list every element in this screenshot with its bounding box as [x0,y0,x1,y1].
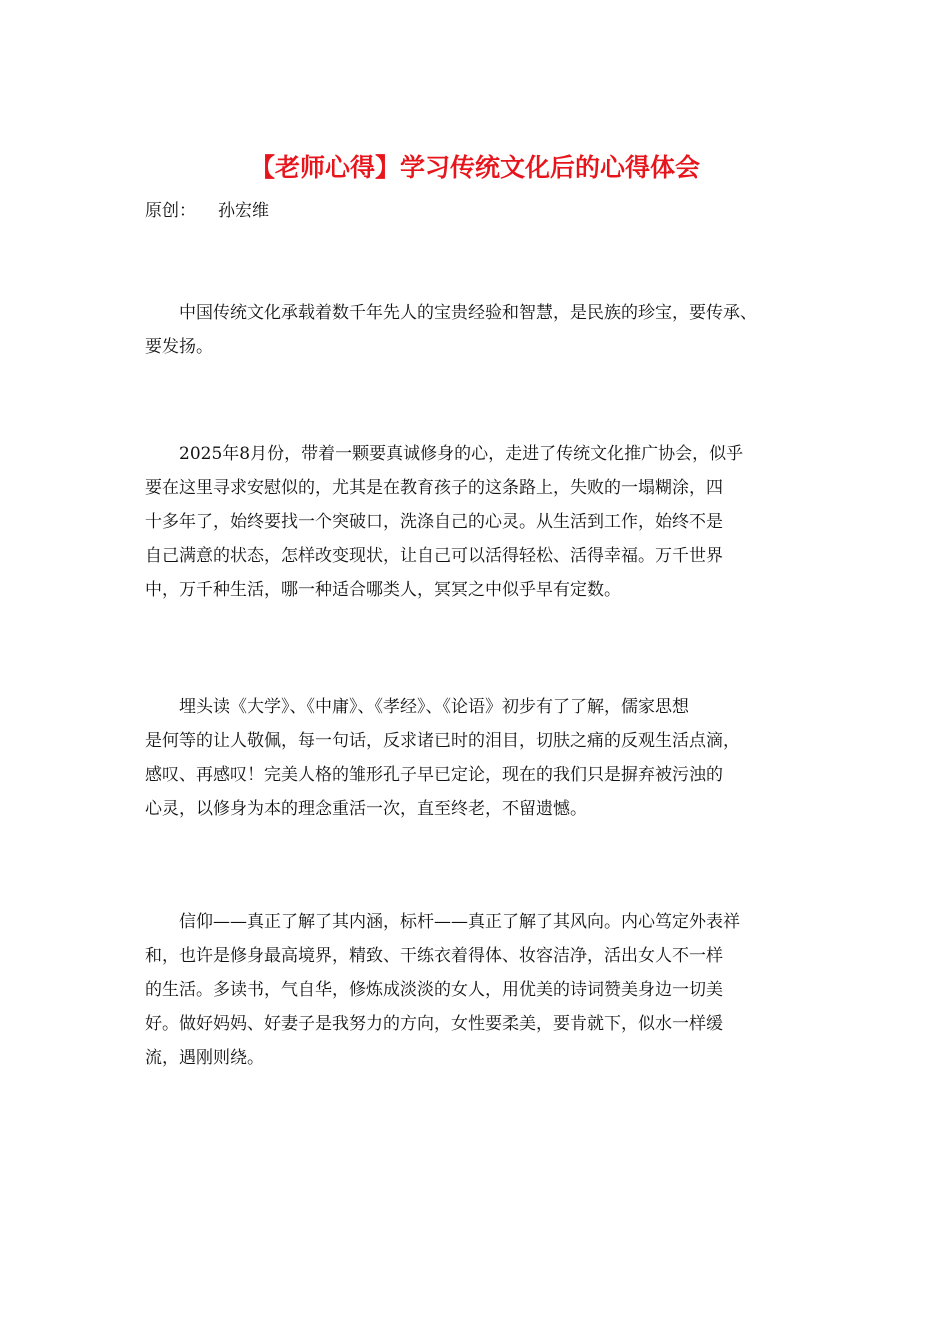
byline [145,196,269,226]
paragraph-2 [145,437,815,607]
paragraph-line: 埋头读《大学》、《中庸》、《孝经》、《论语》初步有了了解，儒家思想 [145,697,689,717]
paragraph-line: 中国传统文化承载着数千年先人的宝贵经验和智慧，是民族的珍宝，要传承、 [145,303,757,323]
paragraph-line: 要发扬。 [145,337,213,357]
paragraph-line: 信仰——真正了解了其内涵，标杆——真正了解了其风向。内心笃定外表祥 [145,912,740,932]
paragraph-line: 好。做好妈妈、好妻子是我努力的方向，女性要柔美，要肯就下，似水一样缓 [145,1014,723,1034]
byline-label: 原创： [145,201,196,221]
paragraph-3 [145,690,815,826]
paragraph-line: 流，遇刚则绕。 [145,1048,264,1068]
paragraph-line: 自己满意的状态，怎样改变现状，让自己可以活得轻松、活得幸福。万千世界 [145,546,723,566]
paragraph-line: 要在这里寻求安慰似的，尤其是在教育孩子的这条路上，失败的一塌糊涂，四 [145,478,723,498]
paragraph-line: 感叹、再感叹！完美人格的雏形孔子早已定论，现在的我们只是摒弃被污浊的 [145,765,723,785]
paragraph-line: 是何等的让人敬佩，每一句话，反求诸已时的泪目，切肤之痛的反观生活点滴， [145,731,740,751]
paragraph-line: 和，也许是修身最高境界，精致、干练衣着得体、妆容洁净，活出女人不一样 [145,946,723,966]
paragraph-line: 中，万千种生活，哪一种适合哪类人，冥冥之中似乎早有定数。 [145,580,621,600]
paragraph-line: 的生活。多读书，气自华，修炼成淡淡的女人，用优美的诗词赞美身边一切美 [145,980,723,1000]
paragraph-4 [145,905,815,1075]
paragraph-line: 心灵，以修身为本的理念重活一次，直至终老，不留遗憾。 [145,799,587,819]
paragraph-line: 2025年8月份，带着一颗要真诚修身的心，走进了传统文化推广协会，似乎 [145,444,744,464]
paragraph-line: 十多年了，始终要找一个突破口，洗涤自己的心灵。从生活到工作，始终不是 [145,512,723,532]
byline-author: 孙宏维 [218,201,269,221]
document-title: 【老师心得】学习传统文化后的心得体会 [249,153,700,182]
paragraph-1 [145,296,815,364]
